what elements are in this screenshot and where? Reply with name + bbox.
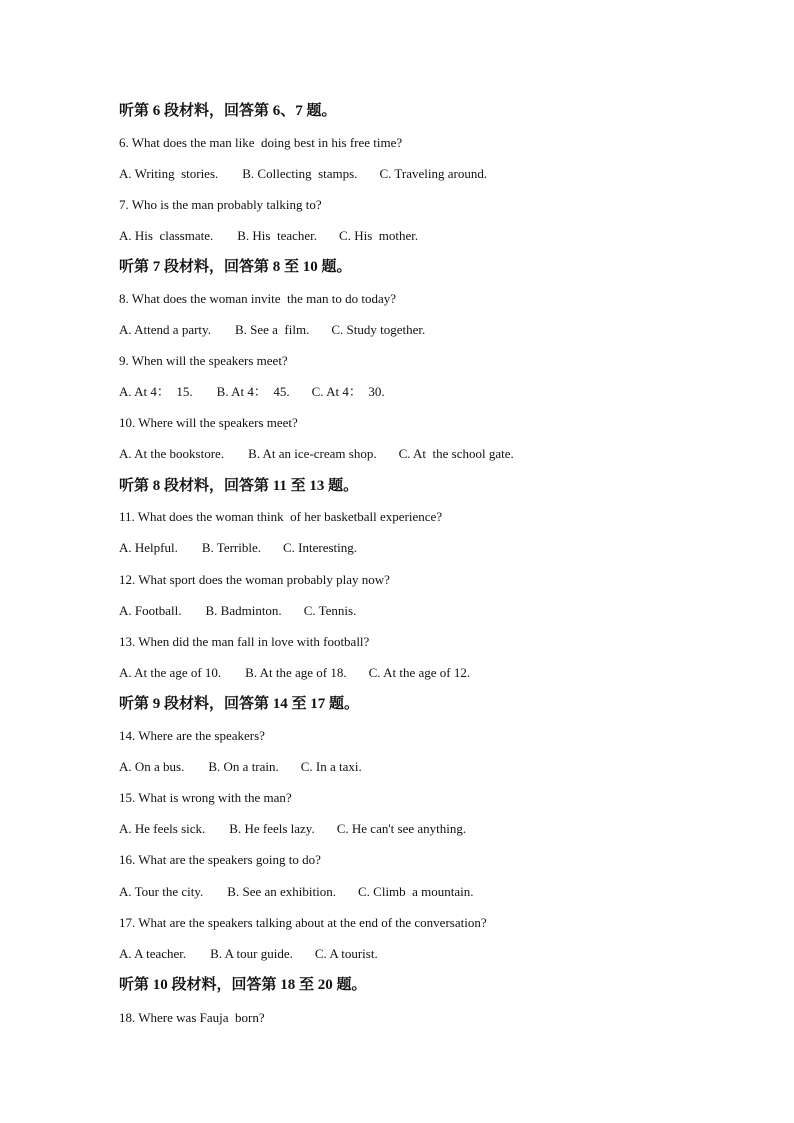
question-text: 12. What sport does the woman probably play now? [119,572,390,587]
answer-option: C. Traveling around. [379,166,488,181]
answer-option: B. See a film. [234,322,310,337]
section-heading: 听第 7 段材料，回答第 8 至 10 题。 [119,259,352,275]
answer-option: C. Interesting. [283,540,358,555]
question-text: 7. Who is the man probably talking to? [119,197,322,212]
answer-option: B. At 4： 45. [216,384,290,399]
section-heading: 听第 8 段材料，回答第 11 至 13 题。 [119,478,359,494]
answer-option: A. A teacher. [119,946,187,961]
question-text: 15. What is wrong with the man? [119,790,292,805]
answer-option: A. He feels sick. [119,821,206,836]
answer-option: B. Badminton. [205,603,282,618]
answer-options [119,322,425,338]
answer-option: C. In a taxi. [300,759,362,774]
answer-option: C. Climb a mountain. [357,884,474,899]
answer-option: B. At the age of 18. [245,665,347,680]
answer-options [119,540,357,556]
answer-option: B. See an exhibition. [227,884,336,899]
answer-option: A. On a bus. [119,759,185,774]
answer-option: C. His mother. [339,228,419,243]
answer-option: B. Collecting stamps. [242,166,358,181]
answer-option: A. Helpful. [119,540,178,555]
answer-option: B. At an ice-cream shop. [248,446,377,461]
answer-options [119,384,385,400]
answer-option: B. A tour guide. [210,946,293,961]
section-heading: 听第 6 段材料，回答第 6、7 题。 [119,103,337,119]
answer-option: B. He feels lazy. [229,821,315,836]
answer-option: A. Writing stories. [119,166,219,181]
answer-option: C. At the school gate. [398,446,514,461]
question-text: 6. What does the man like doing best in his free time? [119,135,403,150]
answer-option: A. His classmate. [119,228,214,243]
question-text: 10. Where will the speakers meet? [119,415,298,430]
answer-option: A. At the bookstore. [119,446,225,461]
answer-options [119,759,362,775]
question-text: 9. When will the speakers meet? [119,353,288,368]
answer-options [119,446,514,462]
answer-options [119,166,487,182]
answer-option: A. Football. [119,603,182,618]
answer-options [119,821,466,837]
answer-options [119,946,378,962]
answer-option: C. At the age of 12. [368,665,471,680]
answer-options [119,603,356,619]
answer-option: A. Attend a party. [119,322,211,337]
question-text: 13. When did the man fall in love with football? [119,634,370,649]
answer-option: A. At 4： 15. [119,384,193,399]
question-text: 11. What does the woman think of her basketball experience? [119,509,443,524]
answer-option: B. On a train. [208,759,279,774]
answer-options [119,228,418,244]
answer-option: C. Tennis. [303,603,357,618]
answer-option: C. Study together. [331,322,426,337]
question-text: 18. Where was Fauja born? [119,1010,265,1025]
section-heading: 听第 10 段材料，回答第 18 至 20 题。 [119,977,367,993]
answer-option: A. Tour the city. [119,884,204,899]
question-text: 16. What are the speakers going to do? [119,852,321,867]
answer-option: C. He can't see anything. [336,821,467,836]
question-text: 14. Where are the speakers? [119,728,265,743]
answer-options [119,884,474,900]
answer-option: C. A tourist. [314,946,378,961]
answer-options [119,665,470,681]
answer-option: C. At 4： 30. [311,384,385,399]
answer-option: B. His teacher. [237,228,318,243]
section-heading: 听第 9 段材料，回答第 14 至 17 题。 [119,696,360,712]
answer-option: B. Terrible. [201,540,262,555]
answer-option: A. At the age of 10. [119,665,222,680]
question-text: 8. What does the woman invite the man to do today? [119,291,397,306]
question-text: 17. What are the speakers talking about at the end of the conversation? [119,915,487,930]
